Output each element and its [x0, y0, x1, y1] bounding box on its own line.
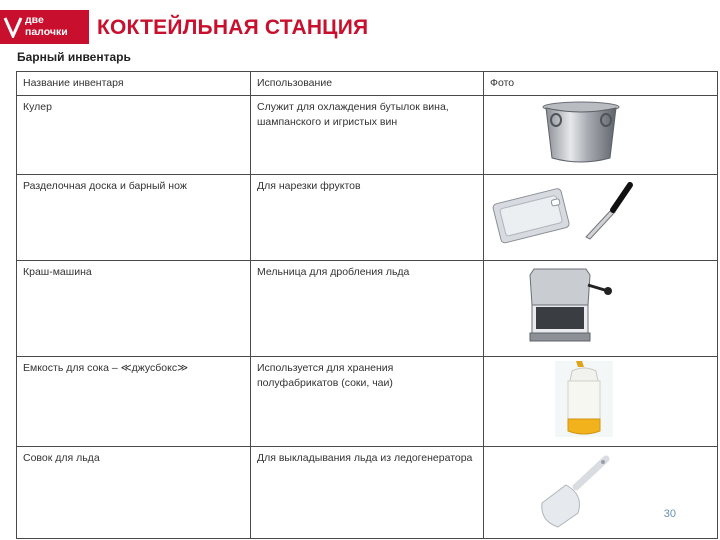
table-row: [17, 261, 718, 357]
logo-line-1: две: [25, 14, 44, 26]
header-name: Название инвентаря: [17, 72, 251, 96]
page-subtitle: Барный инвентарь: [17, 50, 131, 64]
row-name: Разделочная доска и барный нож: [17, 175, 251, 261]
page-title: КОКТЕЙЛЬНАЯ СТАНЦИЯ: [97, 16, 369, 39]
header-usage: Использование: [251, 72, 484, 96]
row-photo: [484, 96, 718, 175]
row-usage: Для выкладывания льда из ледогенератора: [251, 447, 484, 539]
row-usage: Служит для охлаждения бутылок вина, шампанского и игристых вин: [251, 96, 484, 175]
ice-bucket-image: [484, 96, 705, 169]
row-name: Емкость для сока – ≪джусбокс≫: [17, 357, 251, 447]
ice-crusher-image: [484, 261, 705, 351]
header-photo: Фото: [484, 72, 718, 96]
row-usage: Используется для хранения полуфабрикатов (соки, чаи): [251, 357, 484, 447]
brand-logo: [0, 10, 89, 44]
row-photo: [484, 357, 718, 447]
row-name: Краш-машина: [17, 261, 251, 357]
logo-line-2: палочки: [25, 26, 68, 38]
row-photo: [484, 175, 718, 261]
table-row: [17, 357, 718, 447]
table-row: [17, 447, 718, 539]
table-row: [17, 175, 718, 261]
row-photo: [484, 261, 718, 357]
chopsticks-icon: [3, 16, 23, 38]
row-name: Кулер: [17, 96, 251, 175]
row-photo: [484, 447, 718, 539]
ice-scoop-image: [484, 447, 705, 533]
cutting-board-and-knife-image: [484, 175, 705, 255]
logo-text: [25, 14, 68, 38]
table-row: [17, 96, 718, 175]
row-usage: Для нарезки фруктов: [251, 175, 484, 261]
juice-container-image: [484, 357, 705, 441]
row-usage: Мельница для дробления льда: [251, 261, 484, 357]
row-name: Совок для льда: [17, 447, 251, 539]
inventory-table: [16, 71, 718, 539]
table-header-row: [17, 72, 718, 96]
page-number: 30: [663, 508, 676, 520]
